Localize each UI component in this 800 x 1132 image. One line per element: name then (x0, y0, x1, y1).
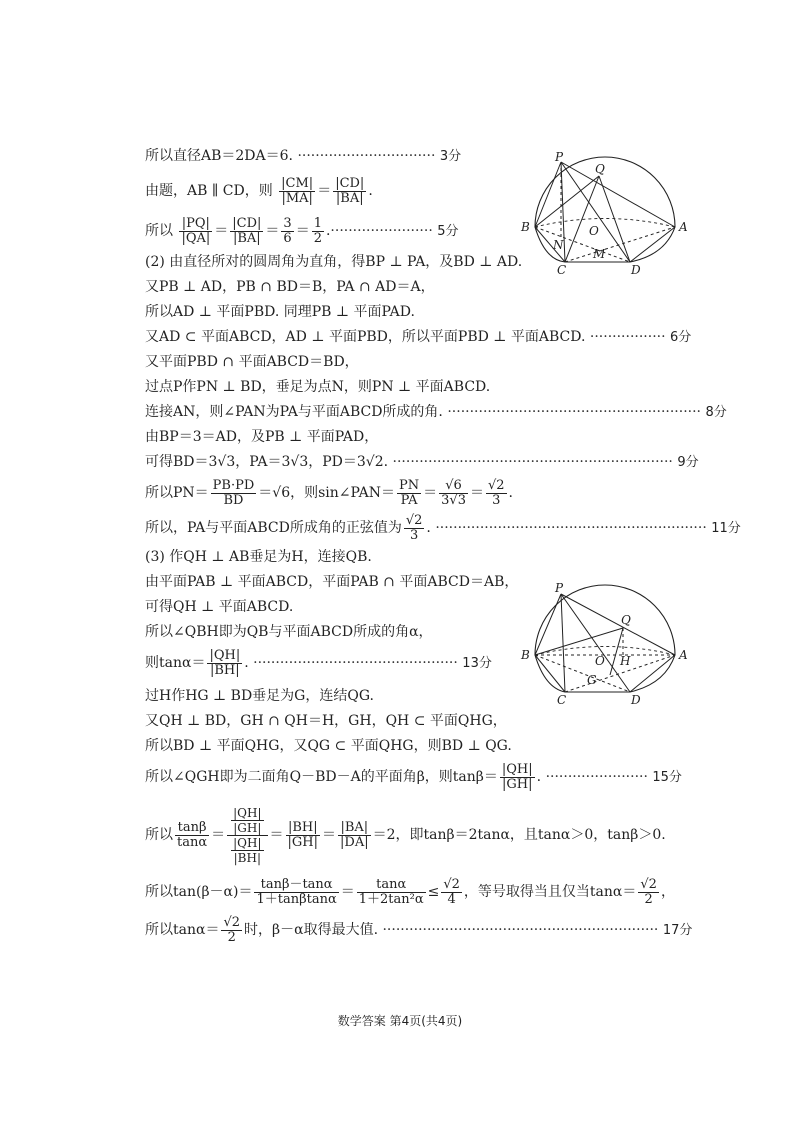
fig1-label-p: P (555, 150, 564, 164)
line-plane-pbd: 所以AD ⊥ 平面PBD. 同理PB ⊥ 平面PAD. (145, 304, 415, 320)
line-max-value: 所以tanα＝ $\frac{√2}{2}$ 时，β－α取得最大值. ······························································ 17分 (145, 914, 693, 945)
fig2-label-d: D (631, 693, 641, 705)
line-pn: 过点P作PN ⊥ BD，垂足为点N，则PN ⊥ 平面ABCD. (145, 379, 491, 395)
nested-fraction: $\frac{\frac{|QH|}{|GH|}}{\frac{|QH|}{|BH|}}$ (227, 806, 267, 865)
line-diameter: 所以直径AB＝2DA＝6. ······························· 3分 (145, 148, 462, 164)
line-intersection: 又平面PBD ∩ 平面ABCD＝BD， (145, 354, 359, 370)
line-bp: 由BP＝3＝AD，及PB ⊥ 平面PAD， (145, 429, 379, 445)
score-15: 15分 (652, 770, 682, 785)
line-part2-start: (2) 由直径所对的圆周角为直角，得BP ⊥ PA，及BD ⊥ AD. (145, 254, 523, 270)
line-part3-start: (3) 作QH ⊥ AB垂足为H，连接QB. (145, 549, 372, 565)
line-ratio: 由题，AB ∥ CD，则 $\frac{|CM|}{|MA|}$ ＝ $\frac{|CD|}{|BA|}$ . (145, 175, 373, 206)
score-5: 5分 (437, 224, 459, 239)
base-circle (535, 655, 675, 692)
line-tan-beta: 所以∠QGH即为二面角Q－BD－A的平面角β，则tanβ＝ $\frac{|QH|}{|GH|}$ . ······················· 15分 (145, 761, 682, 792)
score-9: 9分 (677, 455, 699, 470)
score-6: 6分 (670, 330, 692, 345)
fig1-label-b: B (521, 220, 530, 234)
page-footer: 数学答案 第4页(共4页) (337, 1014, 463, 1028)
fig1-label-q: Q (595, 162, 605, 176)
line-tan-alpha: 则tanα＝ $\frac{|QH|}{|BH|}$ . ·············································· 13分 (145, 647, 492, 678)
line-qh-perp: 可得QH ⊥ 平面ABCD. (145, 599, 294, 615)
fig1-label-a: A (679, 220, 688, 234)
score-3: 3分 (439, 149, 462, 164)
line-sine-value: 所以，PA与平面ABCD所成角的正弦值为 $\frac{√2}{3}$ . ····························································· 11分 (145, 512, 741, 543)
fig2-label-p: P (555, 581, 564, 595)
fig1-label-o: O (589, 224, 599, 238)
line-pq-ratio: 所以 $\frac{|PQ|}{|QA|}$ ＝ $\frac{|CD|}{|BA|}$ ＝ $\frac{3}{6}$ ＝ $\frac{1}{2}$ .······················· 5分 (145, 215, 459, 246)
geometry-figure-2 (515, 580, 695, 705)
fig2-label-c: C (557, 693, 567, 705)
fig2-label-a: A (679, 648, 688, 662)
line-bd-qg: 所以BD ⊥ 平面QHG，又QG ⊂ 平面QHG，则BD ⊥ QG. (145, 738, 512, 754)
line-perp-1: 又PB ⊥ AD，PB ∩ BD＝B，PA ∩ AD＝A， (145, 279, 435, 295)
line-plane-pab: 由平面PAB ⊥ 平面ABCD，平面PAB ∩ 平面ABCD＝AB， (145, 574, 519, 590)
line-ratio-tan: 所以 $\frac{\tan\beta}{\tan\alpha}$ ＝ $\frac{\frac{|QH|}{|GH|}}{\frac{|QH|}{|BH|}}$ ＝ $\frac{|BH|}{|GH|}$ ＝ $\frac{|BA|}{|DA|}$ ＝2，即tanβ＝2tanα，且tanα＞0，tanβ＞0. (145, 805, 666, 865)
fig1-label-n: N (553, 238, 564, 252)
line-angle-qbh: 所以∠QBH即为QB与平面ABCD所成的角α， (145, 624, 433, 640)
fig2-label-b: B (521, 648, 530, 662)
fig2-label-q: Q (621, 613, 631, 627)
fig2-label-o: O (595, 654, 605, 668)
base-dashed (535, 647, 675, 656)
fig2-label-g: G (587, 673, 597, 687)
line-qh-bd: 又QH ⊥ BD，GH ∩ QH＝H，GH，QH ⊂ 平面QHG， (145, 713, 507, 729)
score-17: 17分 (662, 923, 693, 938)
line-lengths: 可得BD＝3√3，PA＝3√3，PD＝3√2. ······························································· 9分 (145, 454, 699, 470)
figure-2-edges (535, 594, 675, 692)
line-hg: 过H作HG ⊥ BD垂足为G，连结QG. (145, 688, 374, 704)
score-13: 13分 (462, 656, 492, 671)
fig1-label-c: C (557, 263, 567, 275)
fig1-label-m: M (593, 247, 606, 261)
geometry-figure-1 (515, 150, 695, 275)
line-tan-diff: 所以tan(β－α)＝ $\frac{\tan\beta-\tan\alpha}{1+\tan\beta\tan\alpha}$ ＝ $\frac{\tan\alpha}{\text{1＋2tan²α}}$ ≤ $\frac{√2}{4}$ ，等号取得当且仅当tanα＝ $\frac{√2}{2}$ ， (145, 876, 675, 907)
line-sin-pan: 所以PN＝ $\frac{PB\cdot PD}{BD}$ ＝√6，则sin∠PAN＝ $\frac{PN}{PA}$ ＝ $\frac{√6}{3√3}$ ＝ $\frac{√2}{3}$ . (145, 477, 513, 508)
semicircle-arc (535, 585, 675, 655)
score-8: 8分 (705, 405, 727, 420)
line-plane-perp: 又AD ⊂ 平面ABCD，AD ⊥ 平面PBD，所以平面PBD ⊥ 平面ABCD. ················· 6分 (145, 329, 692, 345)
fig2-label-h: H (620, 654, 631, 668)
score-11: 11分 (711, 521, 741, 536)
line-angle-pan: 连接AN，则∠PAN为PA与平面ABCD所成的角. ························································· 8分 (145, 404, 727, 420)
fig1-label-d: D (631, 263, 641, 275)
